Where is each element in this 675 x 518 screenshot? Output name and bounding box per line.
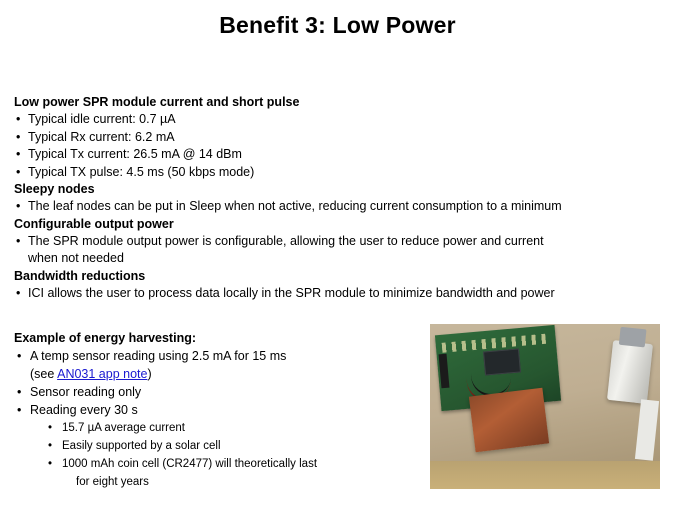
list-item: • Typical TX pulse: 4.5 ms (50 kbps mode) xyxy=(14,164,662,182)
list-item: • Sensor reading only xyxy=(14,383,414,401)
list-item-continuation: when not needed xyxy=(28,251,124,265)
list-item: • Reading every 30 s xyxy=(14,401,414,419)
section-heading-sleepy-nodes: Sleepy nodes xyxy=(14,182,95,196)
section-heading-low-power: Low power SPR module current and short pulse xyxy=(14,95,300,109)
list-item: • ICI allows the user to process data locally in the SPR module to minimize bandwidth and power xyxy=(14,285,662,303)
energy-harvesting-photo xyxy=(430,324,660,489)
photo-chip xyxy=(483,348,521,375)
example-section xyxy=(14,330,414,491)
slide xyxy=(0,12,675,518)
sub-list-item: • Easily supported by a solar cell xyxy=(14,437,414,455)
main-content xyxy=(14,94,662,302)
photo-desk-edge xyxy=(430,461,660,489)
sub-list-item: • 15.7 µA average current xyxy=(14,419,414,437)
list-item: • The SPR module output power is configurable, allowing the user to reduce power and current xyxy=(14,233,662,251)
sub-list-item-continuation: for eight years xyxy=(76,476,149,488)
page-title: Benefit 3: Low Power xyxy=(219,12,456,38)
section-heading-configurable-output-power: Configurable output power xyxy=(14,216,174,231)
list-item: • Typical Tx current: 26.5 mA @ 14 dBm xyxy=(14,146,662,164)
list-item: • Typical idle current: 0.7 µA xyxy=(14,111,662,129)
photo-usb-connector xyxy=(607,340,653,404)
example-heading: Example of energy harvesting: xyxy=(14,331,197,345)
close-paren: ) xyxy=(147,367,152,381)
photo-solar-cell xyxy=(469,388,549,453)
app-note-link[interactable]: AN031 app note xyxy=(57,367,148,381)
sub-list-item: • 1000 mAh coin cell (CR2477) will theoretically last xyxy=(14,455,414,473)
list-item-continuation xyxy=(14,365,414,383)
see-text: (see xyxy=(30,367,58,381)
list-item: • A temp sensor reading using 2.5 mA for 15 ms xyxy=(14,347,414,365)
list-item: • Typical Rx current: 6.2 mA xyxy=(14,129,662,147)
section-heading-bandwidth-reductions: Bandwidth reductions xyxy=(14,268,146,283)
list-item: • The leaf nodes can be put in Sleep when not active, reducing current consumption to a minimum xyxy=(14,198,662,216)
